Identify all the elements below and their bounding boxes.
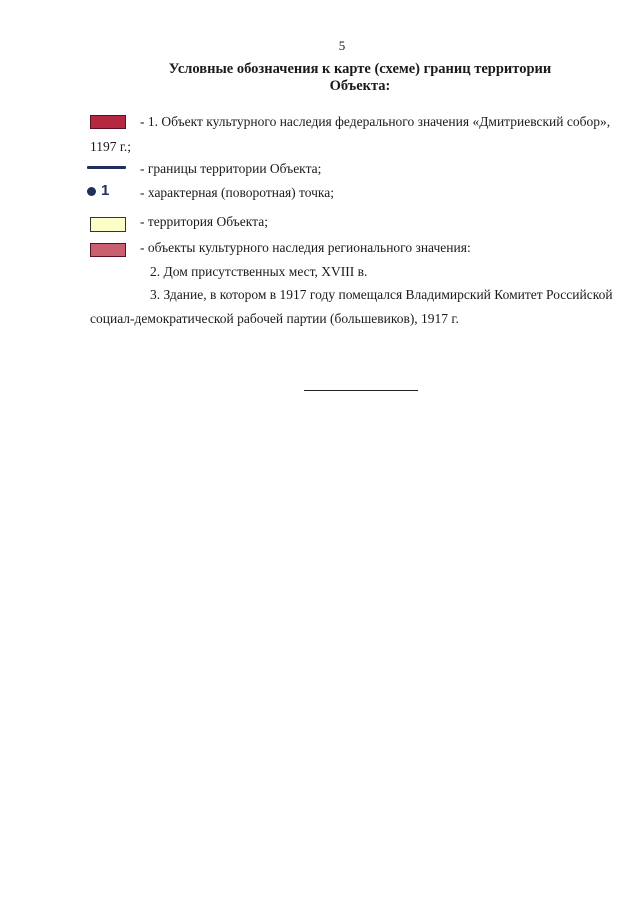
federal-object-swatch bbox=[90, 115, 126, 129]
page-number: 5 bbox=[338, 38, 346, 53]
regional-item-3: 3. Здание, в котором в 1917 году помещался Владимирский Комитет Российской bbox=[150, 287, 613, 302]
title-line-2: Объекта: bbox=[329, 78, 391, 94]
regional-objects-swatch bbox=[90, 243, 126, 257]
regional-item-3-continued: социал-демократической рабочей партии (большевиков), 1917 г. bbox=[90, 311, 459, 326]
federal-object-label: - 1. Объект культурного наследия федерального значения «Дмитриевский собор», bbox=[140, 114, 611, 129]
territory-label: - территория Объекта; bbox=[140, 214, 268, 229]
regional-item-2: 2. Дом присутственных мест, XVIII в. bbox=[150, 264, 368, 279]
title-line-1: Условные обозначения к карте (схеме) границ территории bbox=[168, 61, 552, 77]
boundary-line-symbol bbox=[87, 166, 126, 169]
regional-objects-label: - объекты культурного наследия регионального значения: bbox=[140, 240, 471, 255]
territory-swatch bbox=[90, 217, 126, 232]
point-label: - характерная (поворотная) точка; bbox=[140, 185, 335, 200]
federal-object-label-continued: 1197 г.; bbox=[90, 139, 132, 154]
separator-line bbox=[304, 390, 418, 391]
page-title bbox=[150, 61, 570, 95]
boundary-label: - границы территории Объекта; bbox=[140, 161, 322, 176]
point-number-symbol: 1 bbox=[101, 182, 110, 199]
point-dot-symbol bbox=[87, 187, 96, 196]
